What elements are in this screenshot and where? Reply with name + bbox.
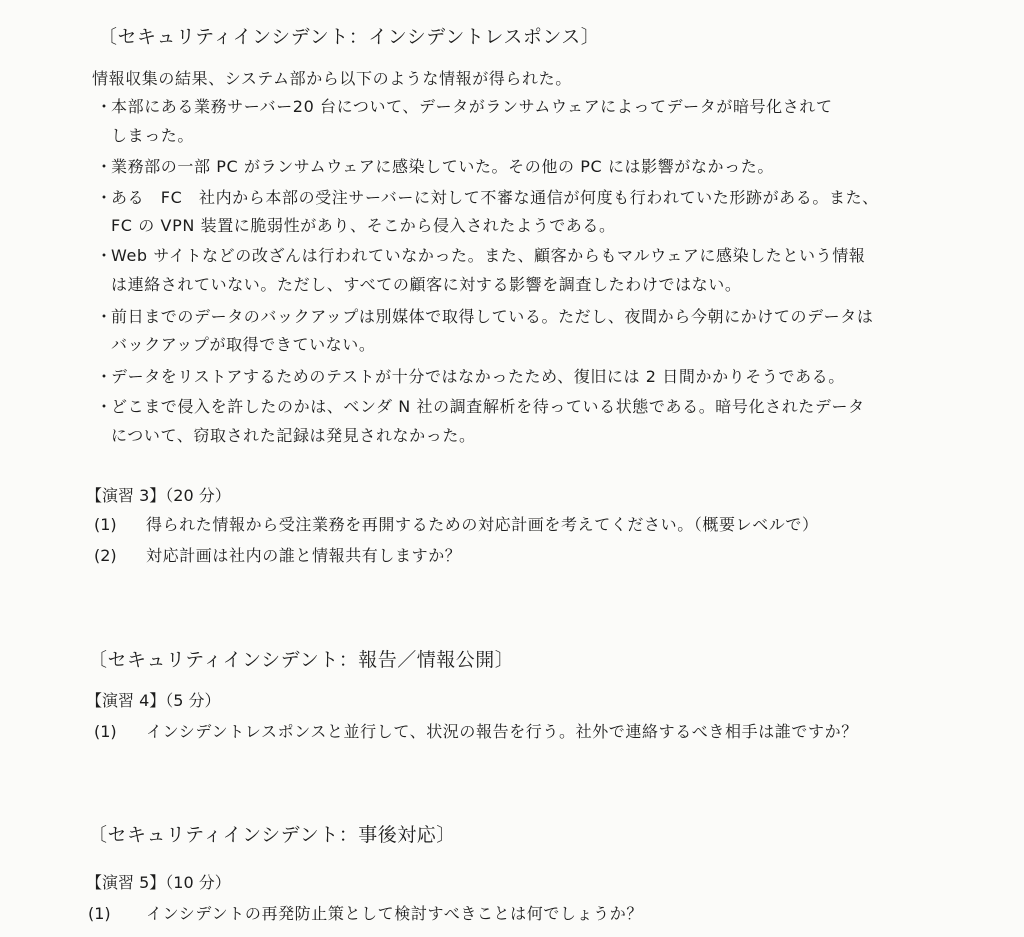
exercise-3-question-1-number: (1) <box>94 515 117 534</box>
bullet-item-5-line-1: 前日までのデータのバックアップは別媒体で取得している。ただし、夜間から今朝にかけてのデータは <box>111 307 874 326</box>
section-heading-incident-response: 〔セキュリティインシデント：インシデントレスポンス〕 <box>98 26 601 48</box>
exercise-3-question-2-number: (2) <box>94 546 117 565</box>
bullet-item-1-line-2: しまった。 <box>111 126 195 145</box>
exercise-3-question-2-text: 対応計画は社内の誰と情報共有しますか？ <box>146 546 462 565</box>
intro-text: 情報収集の結果、システム部から以下のような情報が得られた。 <box>92 69 572 88</box>
bullet-mark: ・ <box>96 188 113 207</box>
bullet-item-2-line-1: 業務部の一部 PC がランサムウェアに感染していた。その他の PC には影響がなかった。 <box>111 157 774 176</box>
bullet-item-1-line-1: 本部にある業務サーバー20 台について、データがランサムウェアによってデータが暗号化されて <box>111 97 833 116</box>
exercise-5-label: 【演習 5】（10 分） <box>86 873 231 892</box>
bullet-item-5-line-2: バックアップが取得できていない。 <box>111 335 376 354</box>
exercise-3-question-1-text: 得られた情報から受注業務を再開するための対応計画を考えてください。（概要レベルで） <box>146 515 819 534</box>
bullet-mark: ・ <box>96 397 113 416</box>
exercise-5-question-1-number: (1) <box>88 904 111 923</box>
bullet-item-3-line-2: FC の VPN 装置に脆弱性があり、そこから侵入されたようである。 <box>111 216 616 235</box>
bullet-mark: ・ <box>96 246 113 265</box>
exercise-4-question-1-text: インシデントレスポンスと並行して、状況の報告を行う。社外で連絡するべき相手は誰ですか？ <box>146 722 858 741</box>
exercise-5-question-1-text: インシデントの再発防止策として検討すべきことは何でしょうか？ <box>146 904 643 923</box>
bullet-mark: ・ <box>96 97 113 116</box>
bullet-item-3-line-1: ある FC 社内から本部の受注サーバーに対して不審な通信が何度も行われていた形跡がある。また、 <box>111 188 879 207</box>
exercise-4-label: 【演習 4】（5 分） <box>86 691 221 710</box>
bullet-item-7-line-2: について、窃取された記録は発見されなかった。 <box>111 426 476 445</box>
bullet-item-4-line-2: は連絡されていない。ただし、すべての顧客に対する影響を調査したわけではない。 <box>111 275 742 294</box>
exercise-3-label: 【演習 3】（20 分） <box>86 486 231 505</box>
section-heading-report-disclosure: 〔セキュリティインシデント：報告／情報公開〕 <box>88 649 515 671</box>
bullet-item-4-line-1: Web サイトなどの改ざんは行われていなかった。また、顧客からもマルウェアに感染したという情報 <box>111 246 866 265</box>
section-heading-follow-up: 〔セキュリティインシデント：事後対応〕 <box>88 824 456 846</box>
exercise-4-question-1-number: (1) <box>94 722 117 741</box>
bullet-item-6-line-1: データをリストアするためのテストが十分ではなかったため、復旧には 2 日間かかりそうである。 <box>111 367 845 386</box>
bullet-item-7-line-1: どこまで侵入を許したのかは、ベンダ N 社の調査解析を待っている状態である。暗号化されたデータ <box>111 397 865 416</box>
bullet-mark: ・ <box>96 367 113 386</box>
bullet-mark: ・ <box>96 157 113 176</box>
bullet-mark: ・ <box>96 307 113 326</box>
